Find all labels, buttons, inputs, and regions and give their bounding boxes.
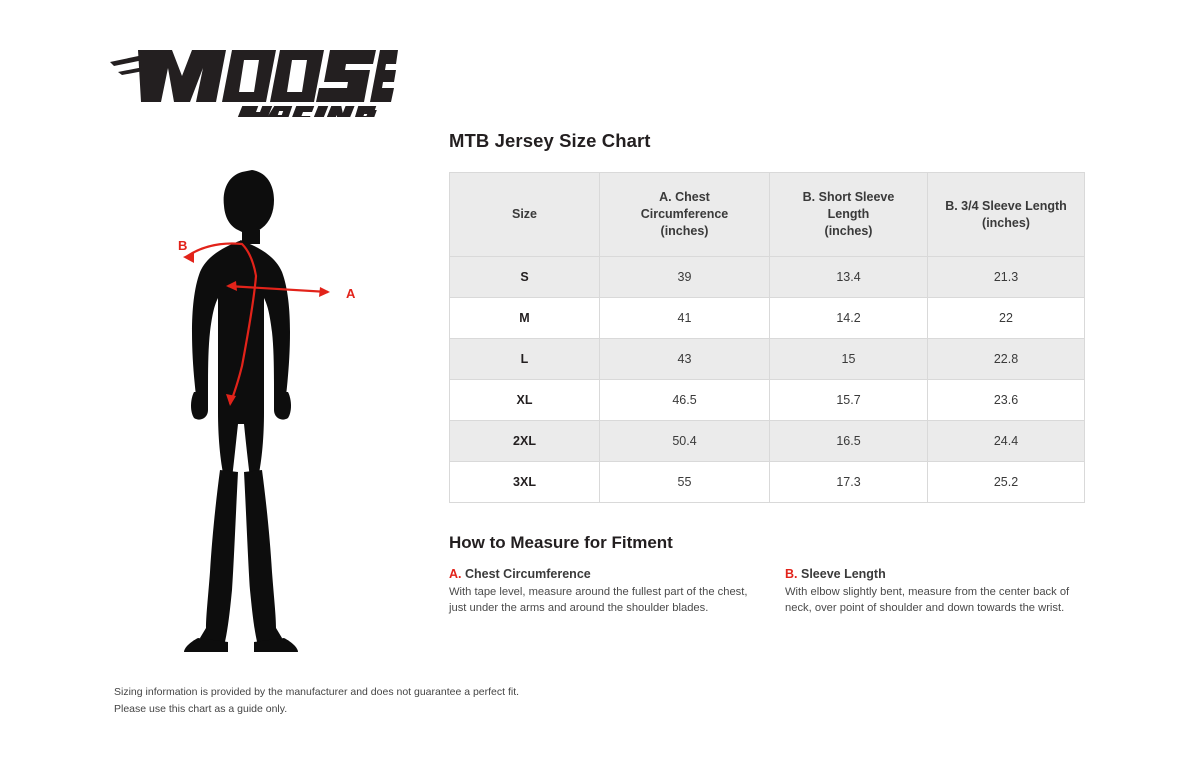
cell-size: XL (450, 380, 600, 421)
cell-short-sleeve: 15 (770, 339, 928, 380)
cell-three-quarter: 22 (928, 298, 1085, 339)
cell-three-quarter: 21.3 (928, 257, 1085, 298)
human-silhouette-icon (150, 160, 430, 660)
table-row (450, 339, 1085, 380)
footnote-line-2: Please use this chart as a guide only. (114, 702, 288, 715)
moose-racing-logo-icon (108, 32, 398, 117)
table-header-row (450, 173, 1085, 257)
how-to-measure-section (449, 533, 1089, 616)
cell-three-quarter: 24.4 (928, 421, 1085, 462)
column-header-three-quarter-sleeve: B. 3/4 Sleeve Length (inches) (928, 173, 1085, 257)
cell-short-sleeve: 14.2 (770, 298, 928, 339)
cell-size: L (450, 339, 600, 380)
how-to-text-a: With tape level, measure around the fullest part of the chest, just under the arms and around the shoulder blades. (449, 586, 748, 615)
how-to-item-heading (785, 567, 1085, 581)
table-body (450, 257, 1085, 503)
table-row (450, 462, 1085, 503)
how-to-measure-title: How to Measure for Fitment (449, 533, 673, 552)
cell-size: S (450, 257, 600, 298)
how-to-item-chest (449, 567, 749, 616)
table-row (450, 380, 1085, 421)
cell-size: M (450, 298, 600, 339)
cell-chest: 55 (600, 462, 770, 503)
page-title: MTB Jersey Size Chart (449, 130, 651, 151)
how-to-item-sleeve (785, 567, 1085, 616)
disclaimer-footnote (114, 684, 519, 718)
cell-chest: 41 (600, 298, 770, 339)
table-row (450, 257, 1085, 298)
cell-chest: 50.4 (600, 421, 770, 462)
cell-short-sleeve: 15.7 (770, 380, 928, 421)
figure-label-a: A (346, 286, 356, 301)
cell-three-quarter: 22.8 (928, 339, 1085, 380)
table-header (450, 173, 1085, 257)
size-chart-table (449, 172, 1085, 503)
how-to-marker-a: A. (449, 567, 462, 581)
cell-size: 2XL (450, 421, 600, 462)
column-header-size: Size (450, 173, 600, 257)
cell-chest: 39 (600, 257, 770, 298)
cell-short-sleeve: 16.5 (770, 421, 928, 462)
size-chart-section (449, 130, 1089, 503)
cell-chest: 43 (600, 339, 770, 380)
cell-short-sleeve: 13.4 (770, 257, 928, 298)
cell-size: 3XL (450, 462, 600, 503)
how-to-label-a: Chest Circumference (464, 567, 591, 581)
cell-chest: 46.5 (600, 380, 770, 421)
footnote-line-1: Sizing information is provided by the manufacturer and does not guarantee a perfect fit. (114, 686, 520, 698)
how-to-marker-b: B. (785, 567, 798, 581)
how-to-label-b: Sleeve Length (800, 567, 886, 581)
cell-short-sleeve: 17.3 (770, 462, 928, 503)
cell-three-quarter: 25.2 (928, 462, 1085, 503)
table-row (450, 421, 1085, 462)
how-to-text-b: With elbow slightly bent, measure from the center back of neck, over point of shoulder and down towards the wrist. (785, 586, 1070, 615)
column-header-short-sleeve: B. Short Sleeve Length (inches) (770, 173, 928, 257)
brand-logo (108, 32, 398, 117)
cell-three-quarter: 23.6 (928, 380, 1085, 421)
measurement-figure (150, 160, 430, 660)
how-to-item-heading (449, 567, 749, 581)
figure-label-b: B (178, 238, 188, 253)
column-header-chest: A. Chest Circumference (inches) (600, 173, 770, 257)
table-row (450, 298, 1085, 339)
